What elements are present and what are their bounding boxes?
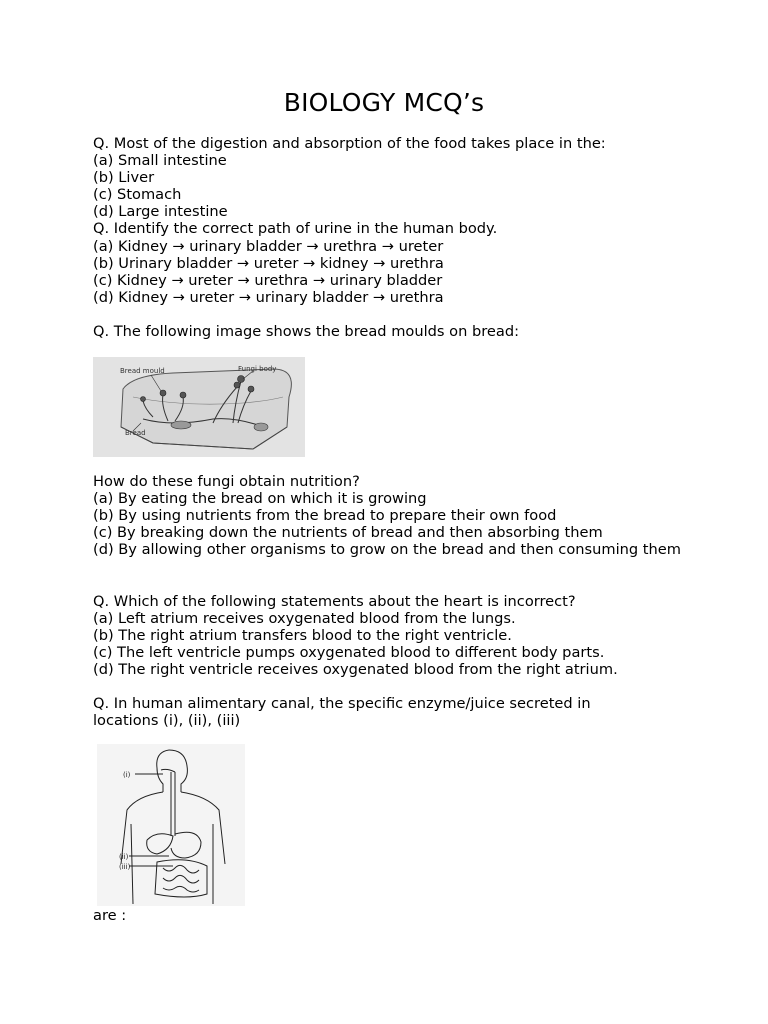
option-b: (b) By using nutrients from the bread to prepare their own food [93,507,557,525]
option-c: (c) Kidney → ureter → urethra → urinary bladder [93,271,443,289]
question-text: Q. The following image shows the bread moulds on bread: [93,323,520,340]
question-text: How do these fungi obtain nutrition? [93,473,360,490]
question-block-3-intro [93,323,693,340]
option-c: (c) Stomach [93,186,182,204]
question-block-1 [93,135,693,306]
question-block-4 [93,593,693,678]
question-text: Q. Identify the correct path of urine in the human body. [93,220,498,238]
option-b: (b) Liver [93,169,155,187]
answer-prompt: are : [93,907,127,924]
page-title: BIOLOGY MCQ’s [283,88,485,117]
question-text: Q. Most of the digestion and absorption of the food takes place in the: [93,135,606,152]
question-block-3 [93,473,693,558]
label-iii: (iii) [119,863,131,871]
label-bread: Bread [125,429,146,437]
option-a: (a) By eating the bread on which it is growing [93,490,427,508]
question-block-5 [93,695,693,729]
label-bread-mould: Bread mould [120,367,165,375]
alimentary-canal-figure [97,744,245,906]
option-c: (c) By breaking down the nutrients of bread and then absorbing them [93,524,603,542]
label-ii: (ii) [119,853,129,861]
option-d: (d) The right ventricle receives oxygenated blood from the right atrium. [93,661,618,679]
option-d: (d) Kidney → ureter → urinary bladder → urethra [93,288,444,306]
option-b: (b) Urinary bladder → ureter → kidney → urethra [93,254,444,272]
option-d: (d) Large intestine [93,203,228,221]
label-i: (i) [123,771,131,779]
option-a: (a) Kidney → urinary bladder → urethra → ureter [93,237,444,255]
question-text: Q. Which of the following statements about the heart is incorrect? [93,593,576,610]
option-a: (a) Left atrium receives oxygenated blood from the lungs. [93,610,516,628]
question-block-5-tail [93,907,693,924]
option-d: (d) By allowing other organisms to grow on the bread and then consuming them [93,541,681,559]
bread-mould-figure [93,357,305,457]
option-c: (c) The left ventricle pumps oxygenated blood to different body parts. [93,644,605,662]
option-a: (a) Small intestine [93,152,227,170]
question-text: Q. In human alimentary canal, the specific enzyme/juice secreted in locations (i), (ii), (iii) [93,695,591,730]
option-b: (b) The right atrium transfers blood to the right ventricle. [93,627,512,645]
label-fungi-body: Fungi body [238,365,277,373]
